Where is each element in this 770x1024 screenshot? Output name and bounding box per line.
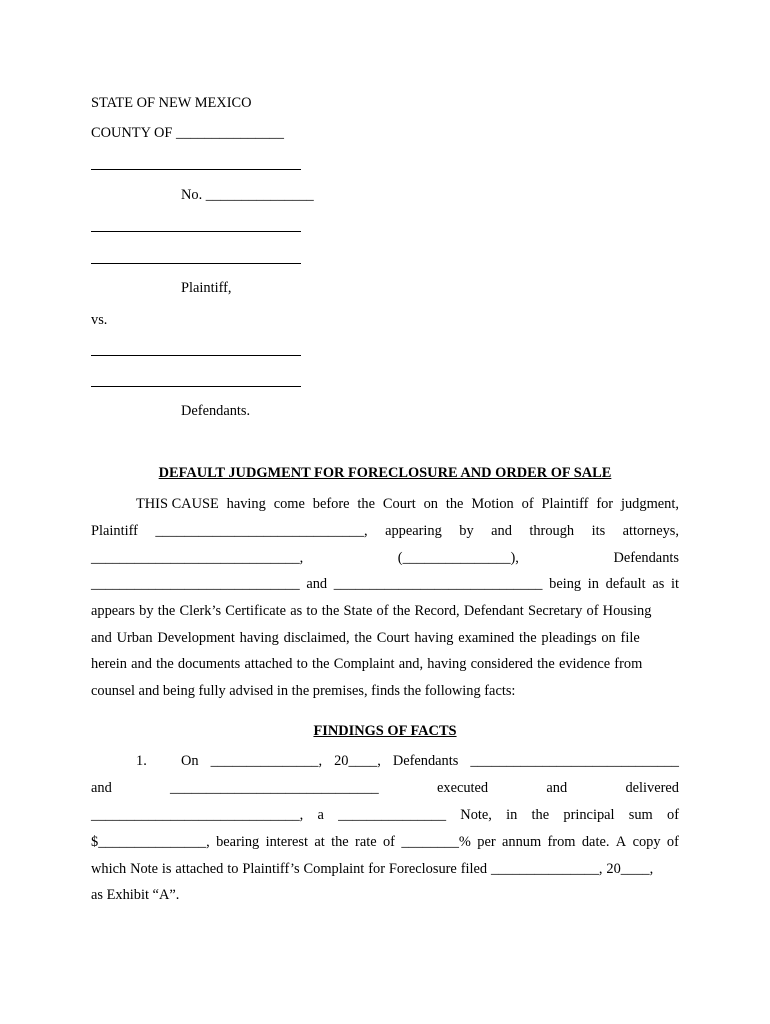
- defendants-label: Defendants.: [181, 403, 251, 419]
- word: of: [521, 496, 534, 512]
- word: attorneys,: [622, 523, 679, 539]
- finding-line-3: [91, 806, 679, 824]
- word: as: [652, 576, 665, 592]
- word: appearing: [385, 523, 442, 539]
- word: of: [382, 834, 395, 850]
- word: in: [506, 807, 518, 823]
- word: the: [445, 496, 464, 512]
- case-number: No. _______________: [181, 187, 314, 203]
- word: _____________________________: [470, 753, 679, 769]
- word: _______________: [338, 807, 447, 823]
- state-caption: STATE OF NEW MEXICO: [91, 95, 252, 111]
- finding-line-5: which Note is attached to Plaintiff’s Complaint for Foreclosure filed _______________, 20____,: [91, 861, 654, 877]
- word: Plaintiff: [541, 496, 589, 512]
- word: ________%: [401, 834, 471, 850]
- finding-line-6: as Exhibit “A”.: [91, 887, 180, 903]
- word: for: [596, 496, 614, 512]
- finding-line-2: [91, 779, 679, 797]
- word: of: [666, 834, 679, 850]
- findings-heading: FINDINGS OF FACTS: [313, 723, 457, 739]
- word: Plaintiff: [91, 523, 138, 539]
- word: from: [547, 834, 576, 850]
- word: at: [314, 834, 325, 850]
- word: judgment,: [620, 496, 679, 512]
- word: copy: [632, 834, 661, 850]
- word: delivered: [625, 780, 679, 796]
- blank-line: [91, 231, 301, 232]
- word: _______________,: [210, 753, 323, 769]
- intro-line-5: appears by the Clerk’s Certificate as to the State of the Record, Defendant Secretary of Housing: [91, 603, 652, 619]
- word: _____________________________,: [155, 523, 368, 539]
- intro-line-8: counsel and being fully advised in the premises, finds the following facts:: [91, 683, 516, 699]
- word: _____________________________: [91, 576, 300, 592]
- document-title: DEFAULT JUDGMENT FOR FORECLOSURE AND ORDER OF SALE: [158, 465, 612, 481]
- word: the: [357, 496, 376, 512]
- blank-line: [91, 263, 301, 264]
- word: and: [91, 780, 112, 796]
- word: Defendants: [613, 550, 679, 566]
- intro-line-2: [91, 522, 679, 540]
- blank-line: [91, 386, 301, 387]
- word: a: [317, 807, 324, 823]
- word: date.: [581, 834, 610, 850]
- blank-line: [91, 355, 301, 356]
- word: interest: [265, 834, 308, 850]
- word: come: [273, 496, 305, 512]
- word: and: [546, 780, 568, 796]
- word: _____________________________,: [91, 807, 304, 823]
- word: Defendants: [392, 753, 459, 769]
- plaintiff-label: Plaintiff,: [181, 280, 232, 296]
- word: A: [615, 834, 627, 850]
- word: by: [459, 523, 474, 539]
- word: in: [587, 576, 599, 592]
- word: having: [226, 496, 266, 512]
- word: being: [549, 576, 582, 592]
- finding-line-1: [181, 752, 679, 770]
- word: bearing: [216, 834, 260, 850]
- vs-label: vs.: [91, 312, 108, 328]
- word: the: [531, 807, 550, 823]
- word: it: [670, 576, 679, 592]
- word: on: [423, 496, 438, 512]
- word: before: [312, 496, 350, 512]
- intro-line-7: herein and the documents attached to the Complaint and, having considered the evidence from: [91, 656, 643, 672]
- word: of: [667, 807, 679, 823]
- word: through: [529, 523, 575, 539]
- word: its: [591, 523, 606, 539]
- word: _____________________________,: [91, 550, 304, 566]
- word: per: [477, 834, 496, 850]
- word: THIS CAUSE: [136, 496, 219, 512]
- intro-line-1: [136, 495, 679, 513]
- word: On: [181, 753, 199, 769]
- word: the: [331, 834, 349, 850]
- word: executed: [436, 780, 489, 796]
- word: default: [605, 576, 646, 592]
- word: Court: [382, 496, 416, 512]
- word: 20____,: [334, 753, 381, 769]
- finding-number: 1.: [136, 753, 147, 769]
- word: (_______________),: [397, 550, 519, 566]
- word: annum: [501, 834, 542, 850]
- word: and: [306, 576, 328, 592]
- blank-line: [91, 169, 301, 170]
- county-caption: COUNTY OF _______________: [91, 125, 284, 141]
- word: Note,: [460, 807, 492, 823]
- word: and: [491, 523, 512, 539]
- intro-line-4: [91, 575, 679, 593]
- intro-line-6: and Urban Development having disclaimed, the Court having examined the pleadings on file: [91, 630, 640, 646]
- word: Motion: [471, 496, 514, 512]
- word: _____________________________: [333, 576, 543, 592]
- word: rate: [355, 834, 377, 850]
- intro-line-3: [91, 549, 679, 567]
- word: _____________________________: [170, 780, 379, 796]
- word: $_______________,: [91, 834, 210, 850]
- word: sum: [628, 807, 653, 823]
- finding-line-4: [91, 833, 679, 851]
- word: principal: [563, 807, 615, 823]
